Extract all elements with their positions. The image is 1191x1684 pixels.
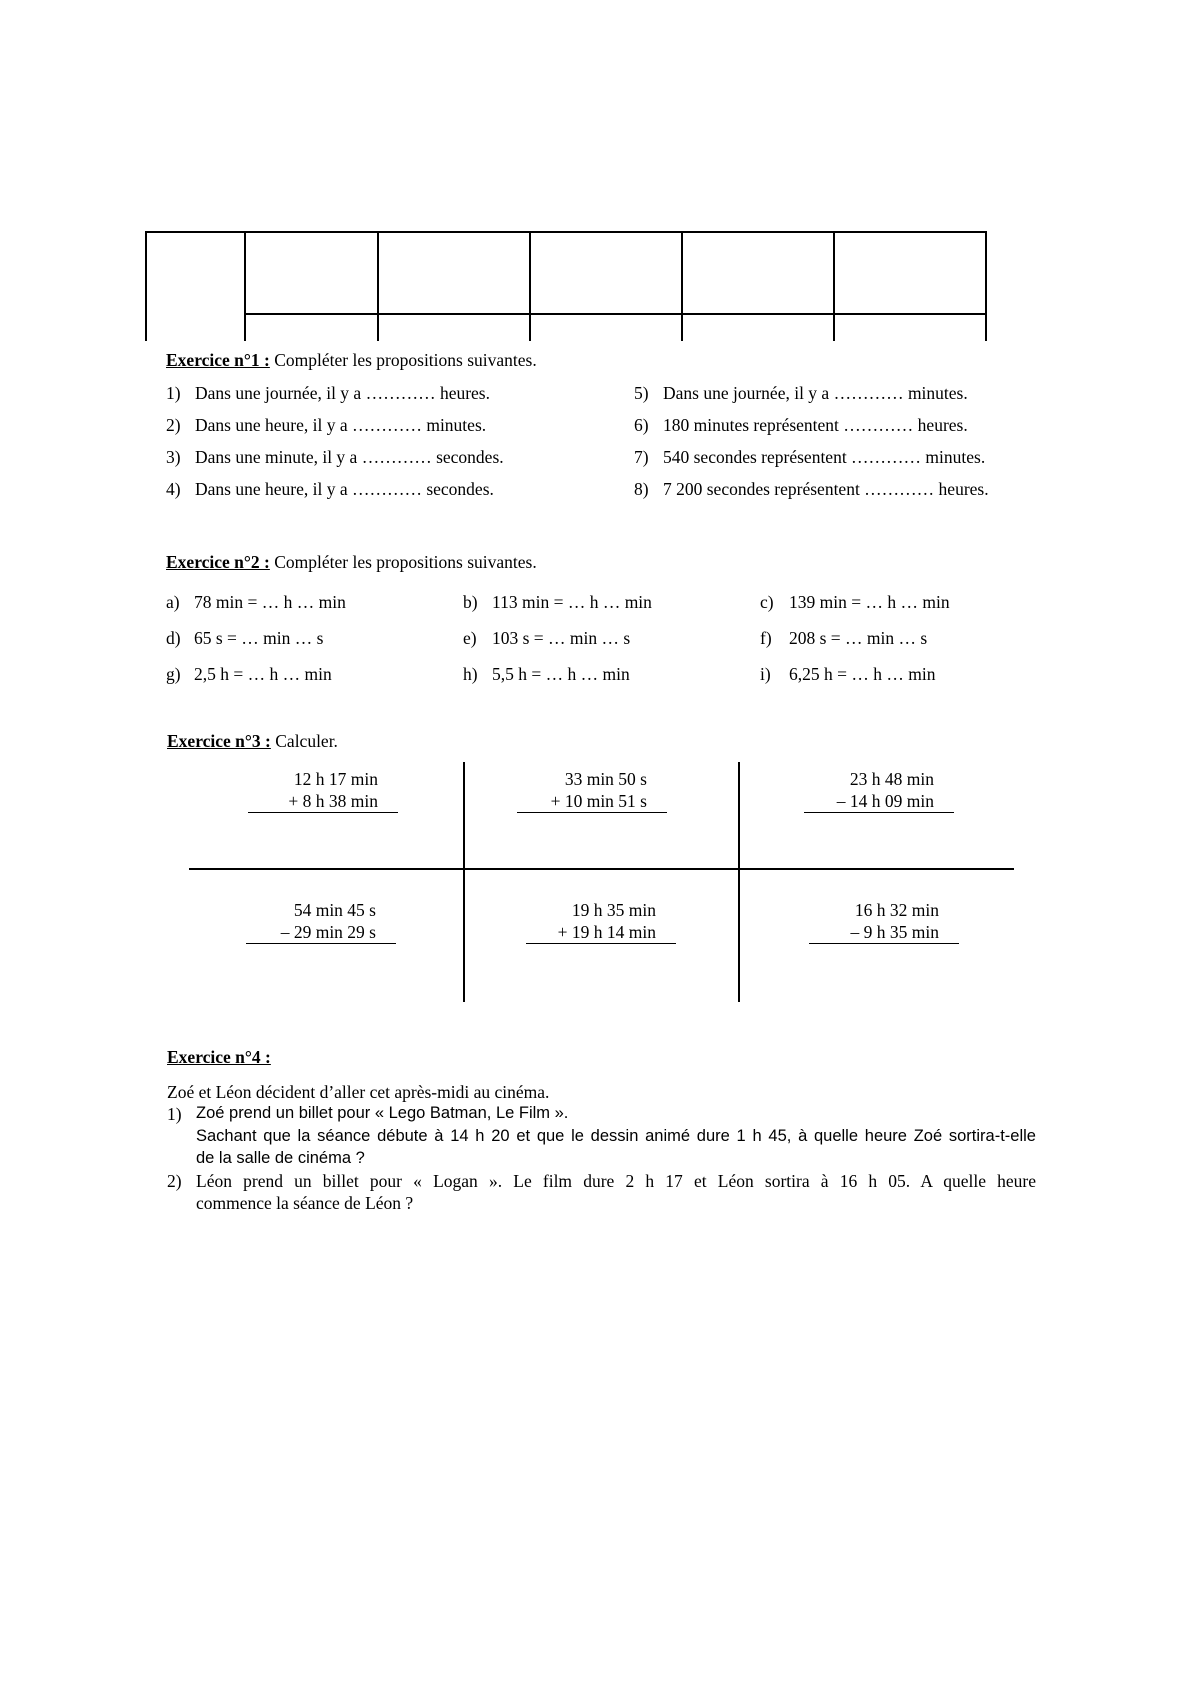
item-text: Dans une heure, il y a ………… minutes. [195, 415, 487, 435]
table-col-line [833, 231, 835, 341]
item-number: 3) [166, 447, 181, 467]
item-letter: e) [463, 628, 477, 648]
exercise-3-heading [167, 731, 338, 752]
operation-3 [804, 768, 954, 813]
grid-vertical-line [463, 762, 465, 1002]
exercise-3-title: Exercice n°3 : [167, 731, 271, 751]
item-number: 5) [634, 383, 649, 403]
exercise-1-instruction: Compléter les propositions suivantes. [269, 350, 537, 370]
table-col-line [985, 231, 987, 341]
operand-top: 54 min 45 s [293, 900, 376, 920]
operation-1 [248, 768, 398, 813]
item-text: Dans une heure, il y a ………… secondes. [195, 479, 494, 499]
exercise-2-instruction: Compléter les propositions suivantes. [269, 552, 537, 572]
table-inner-border [244, 313, 987, 315]
item-text: 113 min = … h … min [492, 592, 652, 612]
operand-bottom: – 29 min 29 s [246, 921, 396, 944]
question-1-line-3: de la salle de cinéma ? [196, 1149, 365, 1167]
item-text: 103 s = … min … s [492, 628, 631, 648]
operand-bottom: – 9 h 35 min [809, 921, 959, 944]
exercise-2-heading [166, 552, 537, 573]
operation-5 [526, 899, 676, 944]
item-text: 5,5 h = … h … min [492, 664, 630, 684]
item-text: 208 s = … min … s [789, 628, 928, 648]
item-number: 7) [634, 447, 649, 467]
operation-6 [809, 899, 959, 944]
item-letter: b) [463, 592, 478, 612]
item-letter: a) [166, 592, 180, 612]
item-text: Dans une journée, il y a ………… heures. [195, 383, 490, 403]
item-number: 4) [166, 479, 181, 499]
item-text: 139 min = … h … min [789, 592, 950, 612]
item-number: 1) [166, 383, 181, 403]
exercise-4-title: Exercice n°4 : [167, 1047, 271, 1067]
operand-bottom: + 19 h 14 min [526, 921, 676, 944]
item-text: Dans une journée, il y a ………… minutes. [663, 383, 968, 403]
grid-vertical-line [738, 762, 740, 1002]
item-text: Dans une minute, il y a ………… secondes. [195, 447, 504, 467]
item-number: 8) [634, 479, 649, 499]
question-1-line-2: Sachant que la séance débute à 14 h 20 et que le dessin animé dure 1 h 45, à quelle heure Zoé sortira-t-elle [196, 1127, 1036, 1145]
item-text: 180 minutes représentent ………… heures. [663, 415, 968, 435]
operand-top: 23 h 48 min [849, 769, 934, 789]
operation-2 [517, 768, 667, 813]
operand-bottom: + 10 min 51 s [517, 790, 667, 813]
exercise-2-title: Exercice n°2 : [166, 552, 270, 572]
question-number: 1) [167, 1104, 182, 1124]
question-2-line-1: Léon prend un billet pour « Logan ». Le film dure 2 h 17 et Léon sortira à 16 h 05. A quelle heure [196, 1171, 1036, 1191]
item-number: 2) [166, 415, 181, 435]
item-letter: f) [760, 628, 772, 648]
operand-bottom: – 14 h 09 min [804, 790, 954, 813]
table-col-line [145, 231, 147, 341]
item-text: 6,25 h = … h … min [789, 664, 936, 684]
grid-horizontal-line [189, 868, 1014, 870]
operation-4 [246, 899, 396, 944]
table-col-line [529, 231, 531, 341]
exercise-4-intro: Zoé et Léon décident d’aller cet après-midi au cinéma. [167, 1082, 550, 1102]
exercise-4-heading [167, 1047, 271, 1068]
table-col-line [244, 231, 246, 341]
item-text: 78 min = … h … min [194, 592, 346, 612]
operand-top: 19 h 35 min [571, 900, 656, 920]
item-letter: h) [463, 664, 478, 684]
table-top-border [145, 231, 987, 233]
item-text: 540 secondes représentent ………… minutes. [663, 447, 986, 467]
operand-top: 12 h 17 min [293, 769, 378, 789]
operand-top: 16 h 32 min [854, 900, 939, 920]
exercise-1-heading [166, 350, 537, 371]
item-letter: i) [760, 664, 771, 684]
operand-top: 33 min 50 s [564, 769, 647, 789]
exercise-3-instruction: Calculer. [270, 731, 338, 751]
question-2-line-2: commence la séance de Léon ? [196, 1193, 414, 1213]
question-number: 2) [167, 1171, 182, 1191]
exercise-1-title: Exercice n°1 : [166, 350, 270, 370]
item-text: 65 s = … min … s [194, 628, 324, 648]
item-number: 6) [634, 415, 649, 435]
item-letter: c) [760, 592, 774, 612]
item-letter: d) [166, 628, 181, 648]
table-col-line [377, 231, 379, 341]
table-col-line [681, 231, 683, 341]
item-text: 7 200 secondes représentent ………… heures. [663, 479, 989, 499]
item-letter: g) [166, 664, 181, 684]
item-text: 2,5 h = … h … min [194, 664, 332, 684]
operand-bottom: + 8 h 38 min [248, 790, 398, 813]
question-1-line-1: Zoé prend un billet pour « Lego Batman, Le Film ». [196, 1104, 569, 1122]
